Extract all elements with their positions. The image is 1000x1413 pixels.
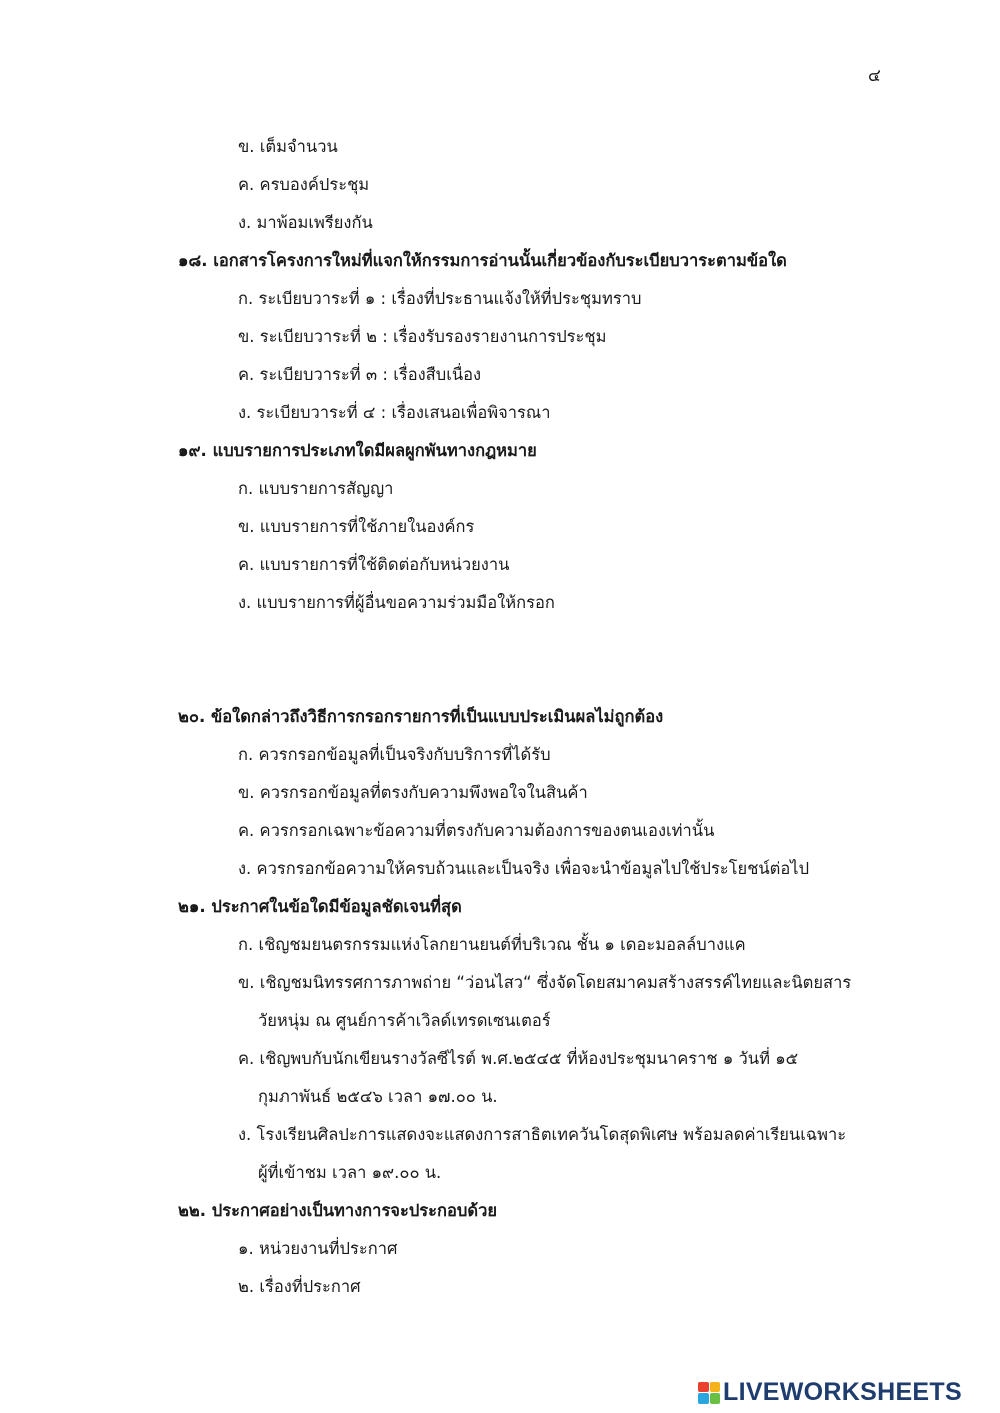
- question-22: ๒๒. ประกาศอย่างเป็นทางการจะประกอบด้วย: [178, 1201, 498, 1220]
- logo-square-green: [710, 1393, 721, 1404]
- question-21-option-c-continued: กุมภาพันธ์ ๒๕๔๖ เวลา ๑๗.๐๐ น.: [258, 1087, 498, 1106]
- question-20-option-b: ข. ควรกรอกข้อมูลที่ตรงกับความพึงพอใจในสินค้า: [238, 783, 588, 802]
- question-21: ๒๑. ประกาศในข้อใดมีข้อมูลชัดเจนที่สุด: [178, 897, 462, 916]
- page-number: ๔: [868, 66, 881, 86]
- question-19: ๑๙. แบบรายการประเภทใดมีผลผูกพันทางกฎหมาย: [178, 441, 537, 460]
- question-18-option-d: ง. ระเบียบวาระที่ ๔ : เรื่องเสนอเพื่อพิจารณา: [238, 403, 551, 422]
- prev-option-kho-khwai: ค. ครบองค์ประชุม: [238, 175, 370, 194]
- question-21-option-a: ก. เชิญชมยนตรกรรมแห่งโลกยานยนต์ที่บริเวณ ชั้น ๑ เดอะมอลล์บางแค: [238, 935, 746, 954]
- question-21-option-b: ข. เชิญชมนิทรรศการภาพถ่าย “ว่อนไสว“ ซึ่งจัดโดยสมาคมสร้างสรรค์ไทยและนิตยสาร: [238, 973, 852, 992]
- logo-square-yellow: [710, 1382, 721, 1393]
- question-22-item-1: ๑. หน่วยงานที่ประกาศ: [238, 1239, 398, 1258]
- liveworksheets-logo-icon: [698, 1382, 720, 1404]
- question-19-option-d: ง. แบบรายการที่ผู้อื่นขอความร่วมมือให้กรอก: [238, 593, 555, 612]
- prev-option-ngo: ง. มาพ้อมเพรียงกัน: [238, 213, 373, 232]
- question-19-option-b: ข. แบบรายการที่ใช้ภายในองค์กร: [238, 517, 475, 536]
- logo-square-blue: [698, 1393, 709, 1404]
- question-20-option-d: ง. ควรกรอกข้อความให้ครบถ้วนและเป็นจริง เพื่อจะนำข้อมูลไปใช้ประโยชน์ต่อไป: [238, 859, 810, 878]
- question-19-option-c: ค. แบบรายการที่ใช้ติดต่อกับหน่วยงาน: [238, 555, 510, 574]
- liveworksheets-brand: [698, 1378, 962, 1407]
- question-18-option-a: ก. ระเบียบวาระที่ ๑ : เรื่องที่ประธานแจ้งให้ที่ประชุมทราบ: [238, 289, 642, 308]
- liveworksheets-wordmark: LIVEWORKSHEETS: [723, 1378, 962, 1406]
- question-18: ๑๘. เอกสารโครงการใหม่ที่แจกให้กรรมการอ่านนั้นเกี่ยวข้องกับระเบียบวาระตามข้อใด: [178, 251, 787, 270]
- question-18-option-b: ข. ระเบียบวาระที่ ๒ : เรื่องรับรองรายงานการประชุม: [238, 327, 607, 346]
- question-20-option-c: ค. ควรกรอกเฉพาะข้อความที่ตรงกับความต้องการของตนเองเท่านั้น: [238, 821, 715, 840]
- question-20-option-a: ก. ควรกรอกข้อมูลที่เป็นจริงกับบริการที่ได้รับ: [238, 745, 551, 764]
- logo-square-red: [698, 1382, 709, 1393]
- question-21-option-c: ค. เชิญพบกับนักเขียนรางวัลซีไรต์ พ.ศ.๒๕๔๕ ที่ห้องประชุมนาคราช ๑ วันที่ ๑๕: [238, 1049, 799, 1068]
- question-22-item-2: ๒. เรื่องที่ประกาศ: [238, 1277, 361, 1296]
- question-19-option-a: ก. แบบรายการสัญญา: [238, 479, 394, 498]
- question-21-option-d: ง. โรงเรียนศิลปะการแสดงจะแสดงการสาธิตเทควันโดสุดพิเศษ พร้อมลดค่าเรียนเฉพาะ: [238, 1125, 847, 1144]
- question-21-option-d-continued: ผู้ที่เข้าชม เวลา ๑๙.๐๐ น.: [258, 1163, 442, 1182]
- prev-option-kho: ข. เต็มจำนวน: [238, 137, 338, 156]
- question-20: ๒๐. ข้อใดกล่าวถึงวิธีการกรอกรายการที่เป็นแบบประเมินผลไม่ถูกต้อง: [178, 707, 664, 726]
- question-18-option-c: ค. ระเบียบวาระที่ ๓ : เรื่องสืบเนื่อง: [238, 365, 482, 384]
- question-21-option-b-continued: วัยหนุ่ม ณ ศูนย์การค้าเวิลด์เทรดเซนเตอร์: [258, 1011, 551, 1030]
